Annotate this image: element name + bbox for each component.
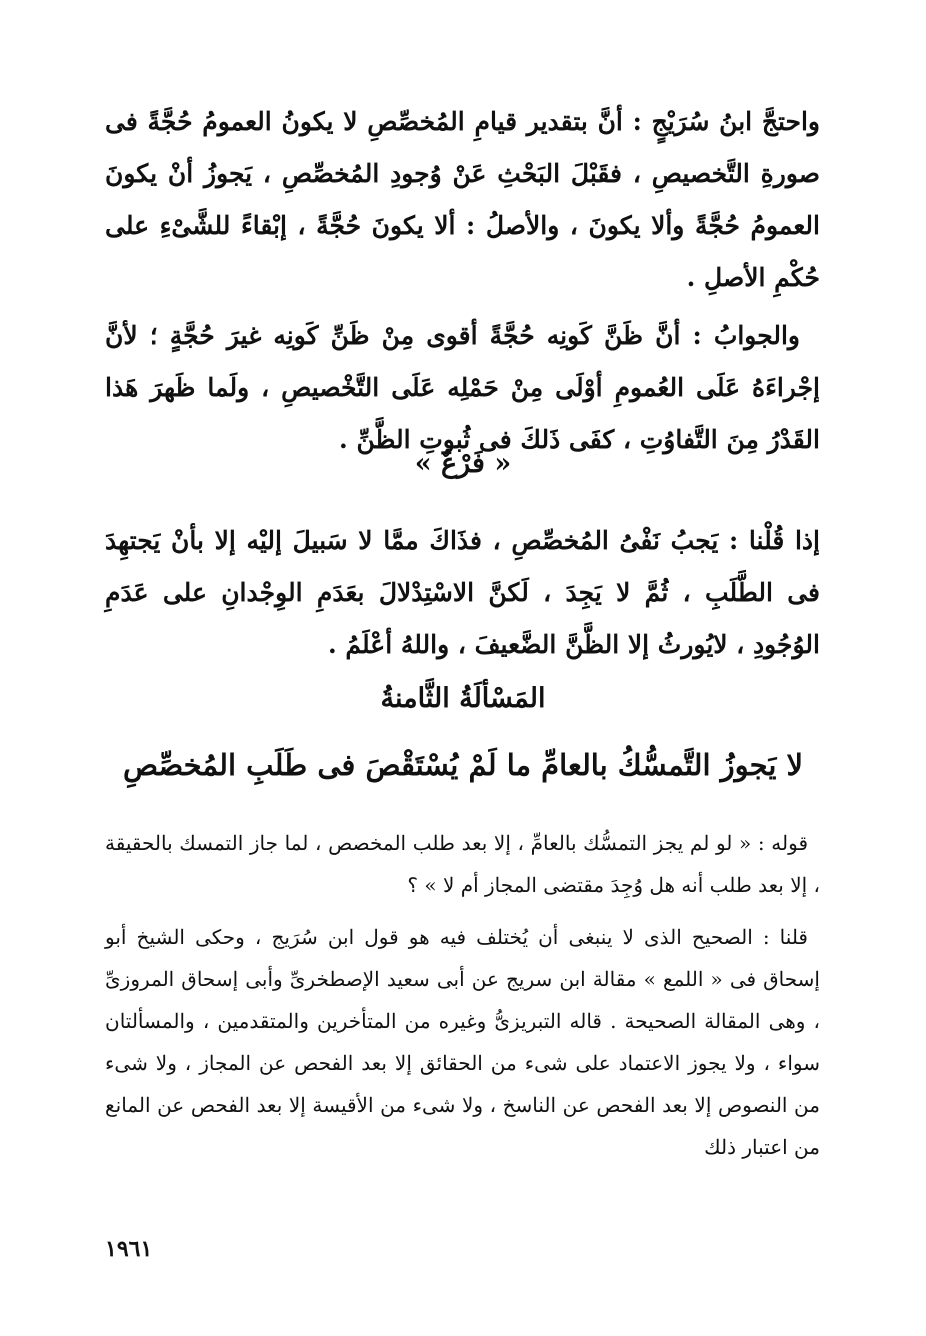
commentary-answer-paragraph: قلنا : الصحيح الذى لا ينبغى أن يُختلف فيه هو قول ابن سُرَيج ، وحكى الشيخ أبو إسحاق فى « اللمع » مقالة ابن سريج عن أبى سعيد الإصطخرىِّ وأبى إسحاق المروزىِّ ، وهى المقالة الصحيحة . قاله التبريزىُّ وغيره من المتأخرين والمتقدمين ، والمسألتان سواء ، ولا يجوز الاعتماد على شىء من الحقائق إلا بعد الفحص عن المجاز ، ولا شىء من النصوص إلا بعد الفحص عن الناسخ ، ولا شىء من الأقيسة إلا بعد الفحص عن المانع من اعتبار ذلك	[105, 925, 820, 1159]
answer-paragraph: والجوابُ : أنَّ ظَنَّ كَونِه حُجَّةً أقوى مِنْ ظَنِّ كَونِه غيرَ حُجَّةٍ ؛ لأنَّ إجْراءَهُ عَلَى العُمومِ أوْلَى مِنْ حَمْلِه عَلَى التَّخْصيصِ ، ولَما ظَهرَ هَذا القَدْرُ مِنَ التَّفاوُتِ ، كفَى ذَلكَ فى ثُبوتِ الظَّنِّ .	[105, 321, 820, 454]
commentary-section	[105, 822, 820, 1178]
argument-section	[105, 96, 820, 472]
far-heading: « فَرْعٌ »	[414, 448, 512, 479]
far-section	[105, 515, 820, 671]
commentary-quote-paragraph: قوله : « لو لم يجز التمسُّك بالعامِّ ، إلا بعد طلب المخصص ، لما جاز التمسك بالحقيقة ، إلا بعد طلب أنه هل وُجِدَ مقتضى المجاز أم لا » ؟	[105, 831, 820, 897]
masala-subheading: لا يَجوزُ التَّمسُّكُ بالعامِّ ما لَمْ يُسْتَقْصَ فى طَلَبِ المُخصِّصِ	[122, 748, 804, 782]
far-paragraph: إذا قُلْنا : يَجبُ نَفْىُ المُخصِّصِ ، فذَاكَ ممَّا لا سَبيلَ إليْه إلا بأنْ يَجتهِدَ فى الطَّلَبِ ، ثُمَّ لا يَجِدَ ، لَكنَّ الاسْتِدْلالَ بعَدَمِ الوِجْدانِ على عَدَمِ الوُجُودِ ، لايُورثُ إلا الظَّنَّ الضَّعيفَ ، واللهُ أعْلَمُ .	[105, 526, 820, 659]
masala-heading: المَسْألَةُ الثَّامنةُ	[380, 683, 546, 714]
ibn-surayj-argument-paragraph: واحتجَّ ابنُ سُرَيْجٍ : أنَّ بتقدير قيامِ المُخصِّصِ لا يكونُ العمومُ حُجَّةً فى صورةِ التَّخصيصِ ، فقَبْلَ البَحْثِ عَنْ وُجودِ المُخصِّصِ ، يَجوزُ أنْ يكونَ العمومُ حُجَّةً وألا يكونَ ، والأصلُ : ألا يكونَ حُجَّةً ، إبْقاءً للشَّىْءِ على حُكْمِ الأصلِ .	[105, 107, 820, 292]
page-number: ١٩٦١	[105, 1236, 153, 1262]
